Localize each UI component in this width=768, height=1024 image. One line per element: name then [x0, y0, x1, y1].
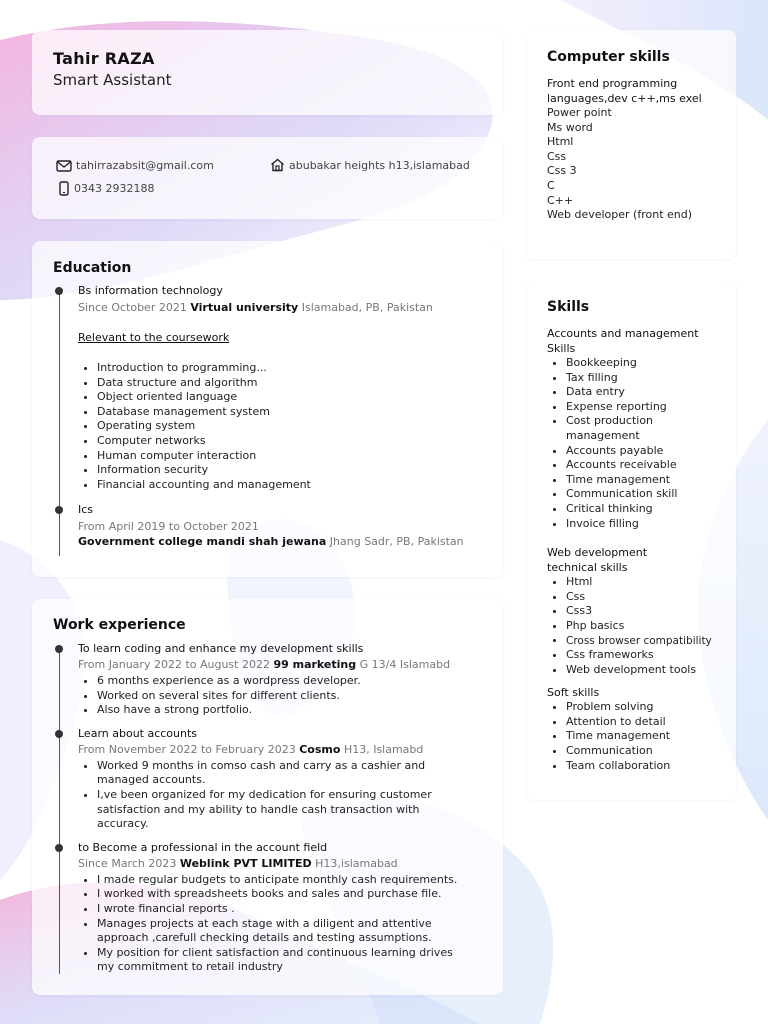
work-location: H13, Islamabd [343, 742, 424, 756]
list-item: • Accounts receivable [566, 458, 716, 473]
skills-group-heading-line: Web development [547, 546, 648, 560]
work-location: H13,islamabad [315, 856, 398, 870]
timeline-dot [55, 844, 63, 852]
computer-skills-card [527, 30, 736, 259]
work-entry-title: to Become a professional in the account field [78, 840, 328, 854]
address-row [270, 158, 470, 172]
list-item: • Html [566, 575, 716, 590]
work-location: G 13/4 Islamabd [359, 658, 451, 671]
work-entry [78, 727, 482, 832]
phone-icon [58, 181, 70, 196]
work-entry [78, 642, 482, 718]
home-icon [270, 158, 285, 172]
list-item: • Critical thinking [566, 502, 716, 517]
skills-group-heading-line: Accounts and management [547, 327, 699, 340]
list-item: Css [547, 149, 567, 163]
list-item: • Computer networks [97, 434, 482, 449]
header-card [32, 30, 503, 115]
list-item: • Worked 9 months in comso cash and carry as a cashier and managed accounts. [97, 759, 462, 788]
skills-group-heading [547, 685, 716, 700]
timeline-dot [55, 287, 63, 295]
work-entry [78, 841, 482, 975]
list-item: • Data entry [566, 385, 716, 400]
skills-group-list [547, 356, 716, 531]
address-text: abubakar heights h13,islamabad [289, 158, 470, 172]
computer-skills-list [547, 106, 716, 223]
work-date: From November 2022 to February 2023 [78, 742, 296, 756]
list-item: • Data structure and algorithm [97, 376, 482, 391]
list-item: • Attention to detail [566, 715, 716, 730]
list-item: • Invoice filling [566, 517, 716, 532]
work-company: 99 marketing [273, 658, 357, 671]
skills-group-list [547, 575, 716, 677]
list-item: C++ [547, 193, 574, 207]
work-date: Since March 2023 [78, 856, 177, 870]
education-institution: Government college mandi shah jewana [78, 535, 327, 549]
list-item: • Tax filling [566, 371, 716, 386]
computer-skills-heading-line: languages,dev c++,ms exel [547, 92, 702, 105]
education-location: Jhang Sadr, PB, Pakistan [329, 535, 464, 549]
list-item: • Information security [97, 463, 482, 478]
coursework-label: Relevant to the coursework [78, 331, 230, 344]
work-title: Work experience [53, 617, 186, 633]
list-item: • I worked with spreadsheets books and sales and purchase file. [97, 887, 462, 902]
education-timeline [53, 284, 482, 556]
list-item: • Expense reporting [566, 400, 716, 415]
list-item: • Time management [566, 473, 716, 488]
work-entry-meta [78, 743, 482, 756]
list-item: • Also have a strong portfolio. [97, 703, 482, 718]
candidate-role: Smart Assistant [53, 71, 172, 89]
education-date: Since October 2021 [78, 301, 187, 314]
education-location: Islamabad, PB, Pakistan [301, 301, 433, 314]
list-item: • Worked on several sites for different clients. [97, 689, 482, 704]
education-entry-title: Ics [78, 503, 94, 517]
list-item: • Human computer interaction [97, 449, 482, 464]
list-item: • Team collaboration [566, 759, 716, 774]
list-item: Power point [547, 106, 612, 119]
work-timeline [53, 642, 482, 974]
list-item: • 6 months experience as a wordpress developer. [97, 674, 482, 689]
education-title: Education [53, 260, 132, 276]
education-card [32, 241, 503, 577]
list-item: Ms word [547, 120, 593, 134]
timeline-dot [55, 506, 63, 514]
contact-card [32, 137, 503, 219]
computer-skills-title: Computer skills [547, 49, 670, 65]
timeline-line [59, 648, 60, 974]
work-bullets [78, 674, 482, 718]
work-entry-meta [78, 857, 482, 870]
skills-group-heading-line: technical skills [547, 561, 628, 575]
list-item: • Operating system [97, 419, 482, 434]
list-item: Css 3 [547, 164, 577, 178]
coursework-list [78, 361, 482, 492]
list-item: • Web development tools [566, 663, 716, 678]
computer-skills-heading [547, 76, 716, 106]
list-item: • Cost production management [566, 414, 716, 443]
list-item: • Php basics [566, 619, 716, 634]
work-bullets [78, 873, 482, 975]
education-entry-meta [78, 301, 482, 314]
mail-icon [56, 160, 72, 172]
education-date: From April 2019 to October 2021 [78, 520, 259, 534]
list-item: • Cross browser compatibility [566, 634, 716, 649]
timeline-dot [55, 730, 63, 738]
timeline-line [59, 290, 60, 556]
candidate-name: Tahir RAZA [53, 49, 155, 68]
list-item: • My position for client satisfaction and continuous learning drives my commitment to retail industry [97, 946, 462, 975]
list-item: • Css [566, 590, 716, 605]
list-item: Web developer (front end) [547, 208, 693, 222]
education-entry-meta [78, 535, 482, 548]
work-entry-title: Learn about accounts [78, 726, 198, 740]
list-item: • Bookkeeping [566, 356, 716, 371]
list-item: • I,ve been organized for my dedication for ensuring customer satisfaction and my ability to handle cash transaction with accuracy. [97, 788, 462, 832]
work-experience-card [32, 599, 503, 995]
email-text[interactable]: tahirrazabsit@gmail.com [76, 159, 214, 172]
phone-text[interactable]: 0343 2932188 [74, 182, 155, 195]
skills-group-heading-line: Skills [547, 342, 576, 355]
list-item: C [547, 178, 555, 192]
list-item: • Database management system [97, 405, 482, 420]
skills-title: Skills [547, 299, 590, 315]
work-entry-title: To learn coding and enhance my development skills [78, 642, 364, 655]
skills-group-heading-line: Soft skills [547, 686, 600, 700]
skills-group-heading [547, 326, 716, 356]
list-item: • Problem solving [566, 700, 716, 715]
list-item: • Introduction to programming... [97, 361, 482, 376]
education-entry-title: Bs information technology [78, 284, 223, 297]
email-row [56, 159, 214, 172]
list-item: • Css frameworks [566, 648, 716, 663]
list-item: Html [547, 135, 574, 149]
phone-row [58, 181, 154, 196]
list-item: • Accounts payable [566, 444, 716, 459]
list-item: • Object oriented language [97, 390, 482, 405]
list-item: • I wrote financial reports . [97, 902, 462, 917]
education-institution: Virtual university [190, 301, 299, 314]
work-company: Cosmo [299, 742, 341, 756]
work-date: From January 2022 to August 2022 [78, 658, 270, 671]
list-item: • I made regular budgets to anticipate monthly cash requirements. [97, 873, 462, 888]
timeline-dot [55, 645, 63, 653]
skills-group-list [547, 700, 716, 773]
computer-skills-heading-line: Front end programming [547, 77, 678, 90]
skills-card [527, 281, 736, 800]
work-entry-meta [78, 658, 482, 671]
list-item: • Manages projects at each stage with a diligent and attentive approach ,carefull checking details and testing assumptions. [97, 917, 462, 946]
work-company: Weblink PVT LIMITED [179, 856, 312, 870]
list-item: • Communication [566, 744, 716, 759]
work-bullets [78, 759, 482, 832]
list-item: • Financial accounting and management [97, 478, 482, 493]
skills-group-heading [547, 545, 716, 575]
list-item: • Communication skill [566, 487, 716, 502]
list-item: • Time management [566, 729, 716, 744]
list-item: • Css3 [566, 604, 716, 619]
